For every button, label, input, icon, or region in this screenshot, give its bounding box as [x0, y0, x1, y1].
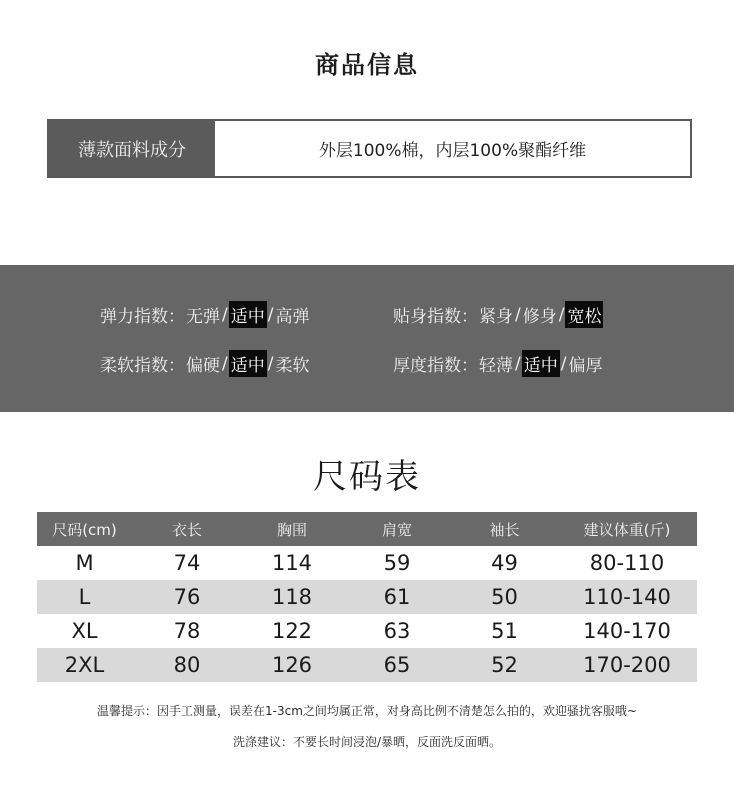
table-row: [37, 648, 697, 682]
table-cell: 118: [242, 580, 342, 614]
table-cell: 61: [342, 580, 452, 614]
table-cell: 74: [132, 546, 242, 580]
metric-fit: 贴身指数： 紧身 / 修身 / 宽松: [393, 301, 603, 328]
table-cell: 51: [452, 614, 557, 648]
metric-label: 弹力指数：: [100, 307, 185, 327]
table-cell: 2XL: [37, 648, 132, 682]
metric-label: 厚度指数：: [393, 356, 478, 376]
metric-option: 高弹: [275, 307, 310, 327]
washing-advice: 洗涤建议：不要长时间浸泡/暴晒，反面洗反面晒。: [232, 735, 502, 749]
metric-option: 适中: [229, 350, 267, 377]
metric-option: 适中: [522, 350, 560, 377]
table-cell: L: [37, 580, 132, 614]
metric-option: 适中: [229, 301, 267, 328]
table-cell: 49: [452, 546, 557, 580]
metric-softness: 柔软指数： 偏硬 / 适中 / 柔软: [100, 350, 310, 377]
table-cell: 59: [342, 546, 452, 580]
table-cell: 63: [342, 614, 452, 648]
metric-option: 轻薄: [479, 356, 513, 376]
table-cell: 78: [132, 614, 242, 648]
metric-thickness: 厚度指数： 轻薄 / 适中 / 偏厚: [393, 350, 603, 377]
table-row: [37, 580, 697, 614]
table-cell: 80-110: [557, 546, 697, 580]
size-table: [37, 512, 697, 682]
metric-option: 柔软: [275, 356, 310, 376]
metric-option: 无弹: [186, 307, 220, 327]
table-cell: 52: [452, 648, 557, 682]
table-header-row: [37, 512, 697, 546]
table-cell: 50: [452, 580, 557, 614]
size-chart-title: 尺码表: [313, 457, 421, 497]
metric-option: 宽松: [565, 301, 603, 328]
fabric-composition-row: [47, 119, 692, 178]
table-cell: 114: [242, 546, 342, 580]
table-cell: XL: [37, 614, 132, 648]
table-cell: 76: [132, 580, 242, 614]
table-row: [37, 546, 697, 580]
table-cell: M: [37, 546, 132, 580]
metric-label: 贴身指数：: [393, 307, 478, 327]
metric-label: 柔软指数：: [100, 356, 185, 376]
table-cell: 126: [242, 648, 342, 682]
header-weight: 建议体重(斤): [557, 512, 697, 546]
header-size: 尺码(cm): [37, 512, 132, 546]
metric-elasticity: 弹力指数： 无弹 / 适中 / 高弹: [100, 301, 310, 328]
fabric-label: 薄款面料成分: [49, 121, 215, 176]
header-sleeve: 袖长: [452, 512, 557, 546]
metric-option: 修身: [522, 307, 557, 327]
metric-option: 偏厚: [568, 356, 603, 376]
table-cell: 170-200: [557, 648, 697, 682]
fabric-value: 外层100%棉，内层100%聚酯纤维: [318, 141, 587, 161]
table-cell: 140-170: [557, 614, 697, 648]
product-info-title: 商品信息: [315, 51, 419, 79]
table-row: [37, 614, 697, 648]
index-band: [0, 265, 734, 412]
measurement-tip: 温馨提示：因手工测量，误差在1-3cm之间均属正常，对身高比例不清楚怎么拍的，欢迎骚扰客服哦~: [97, 704, 637, 718]
table-cell: 80: [132, 648, 242, 682]
header-chest: 胸围: [242, 512, 342, 546]
header-shoulder: 肩宽: [342, 512, 452, 546]
table-cell: 110-140: [557, 580, 697, 614]
header-length: 衣长: [132, 512, 242, 546]
metric-option: 偏硬: [186, 356, 220, 376]
metric-option: 紧身: [479, 307, 513, 327]
table-cell: 65: [342, 648, 452, 682]
table-cell: 122: [242, 614, 342, 648]
